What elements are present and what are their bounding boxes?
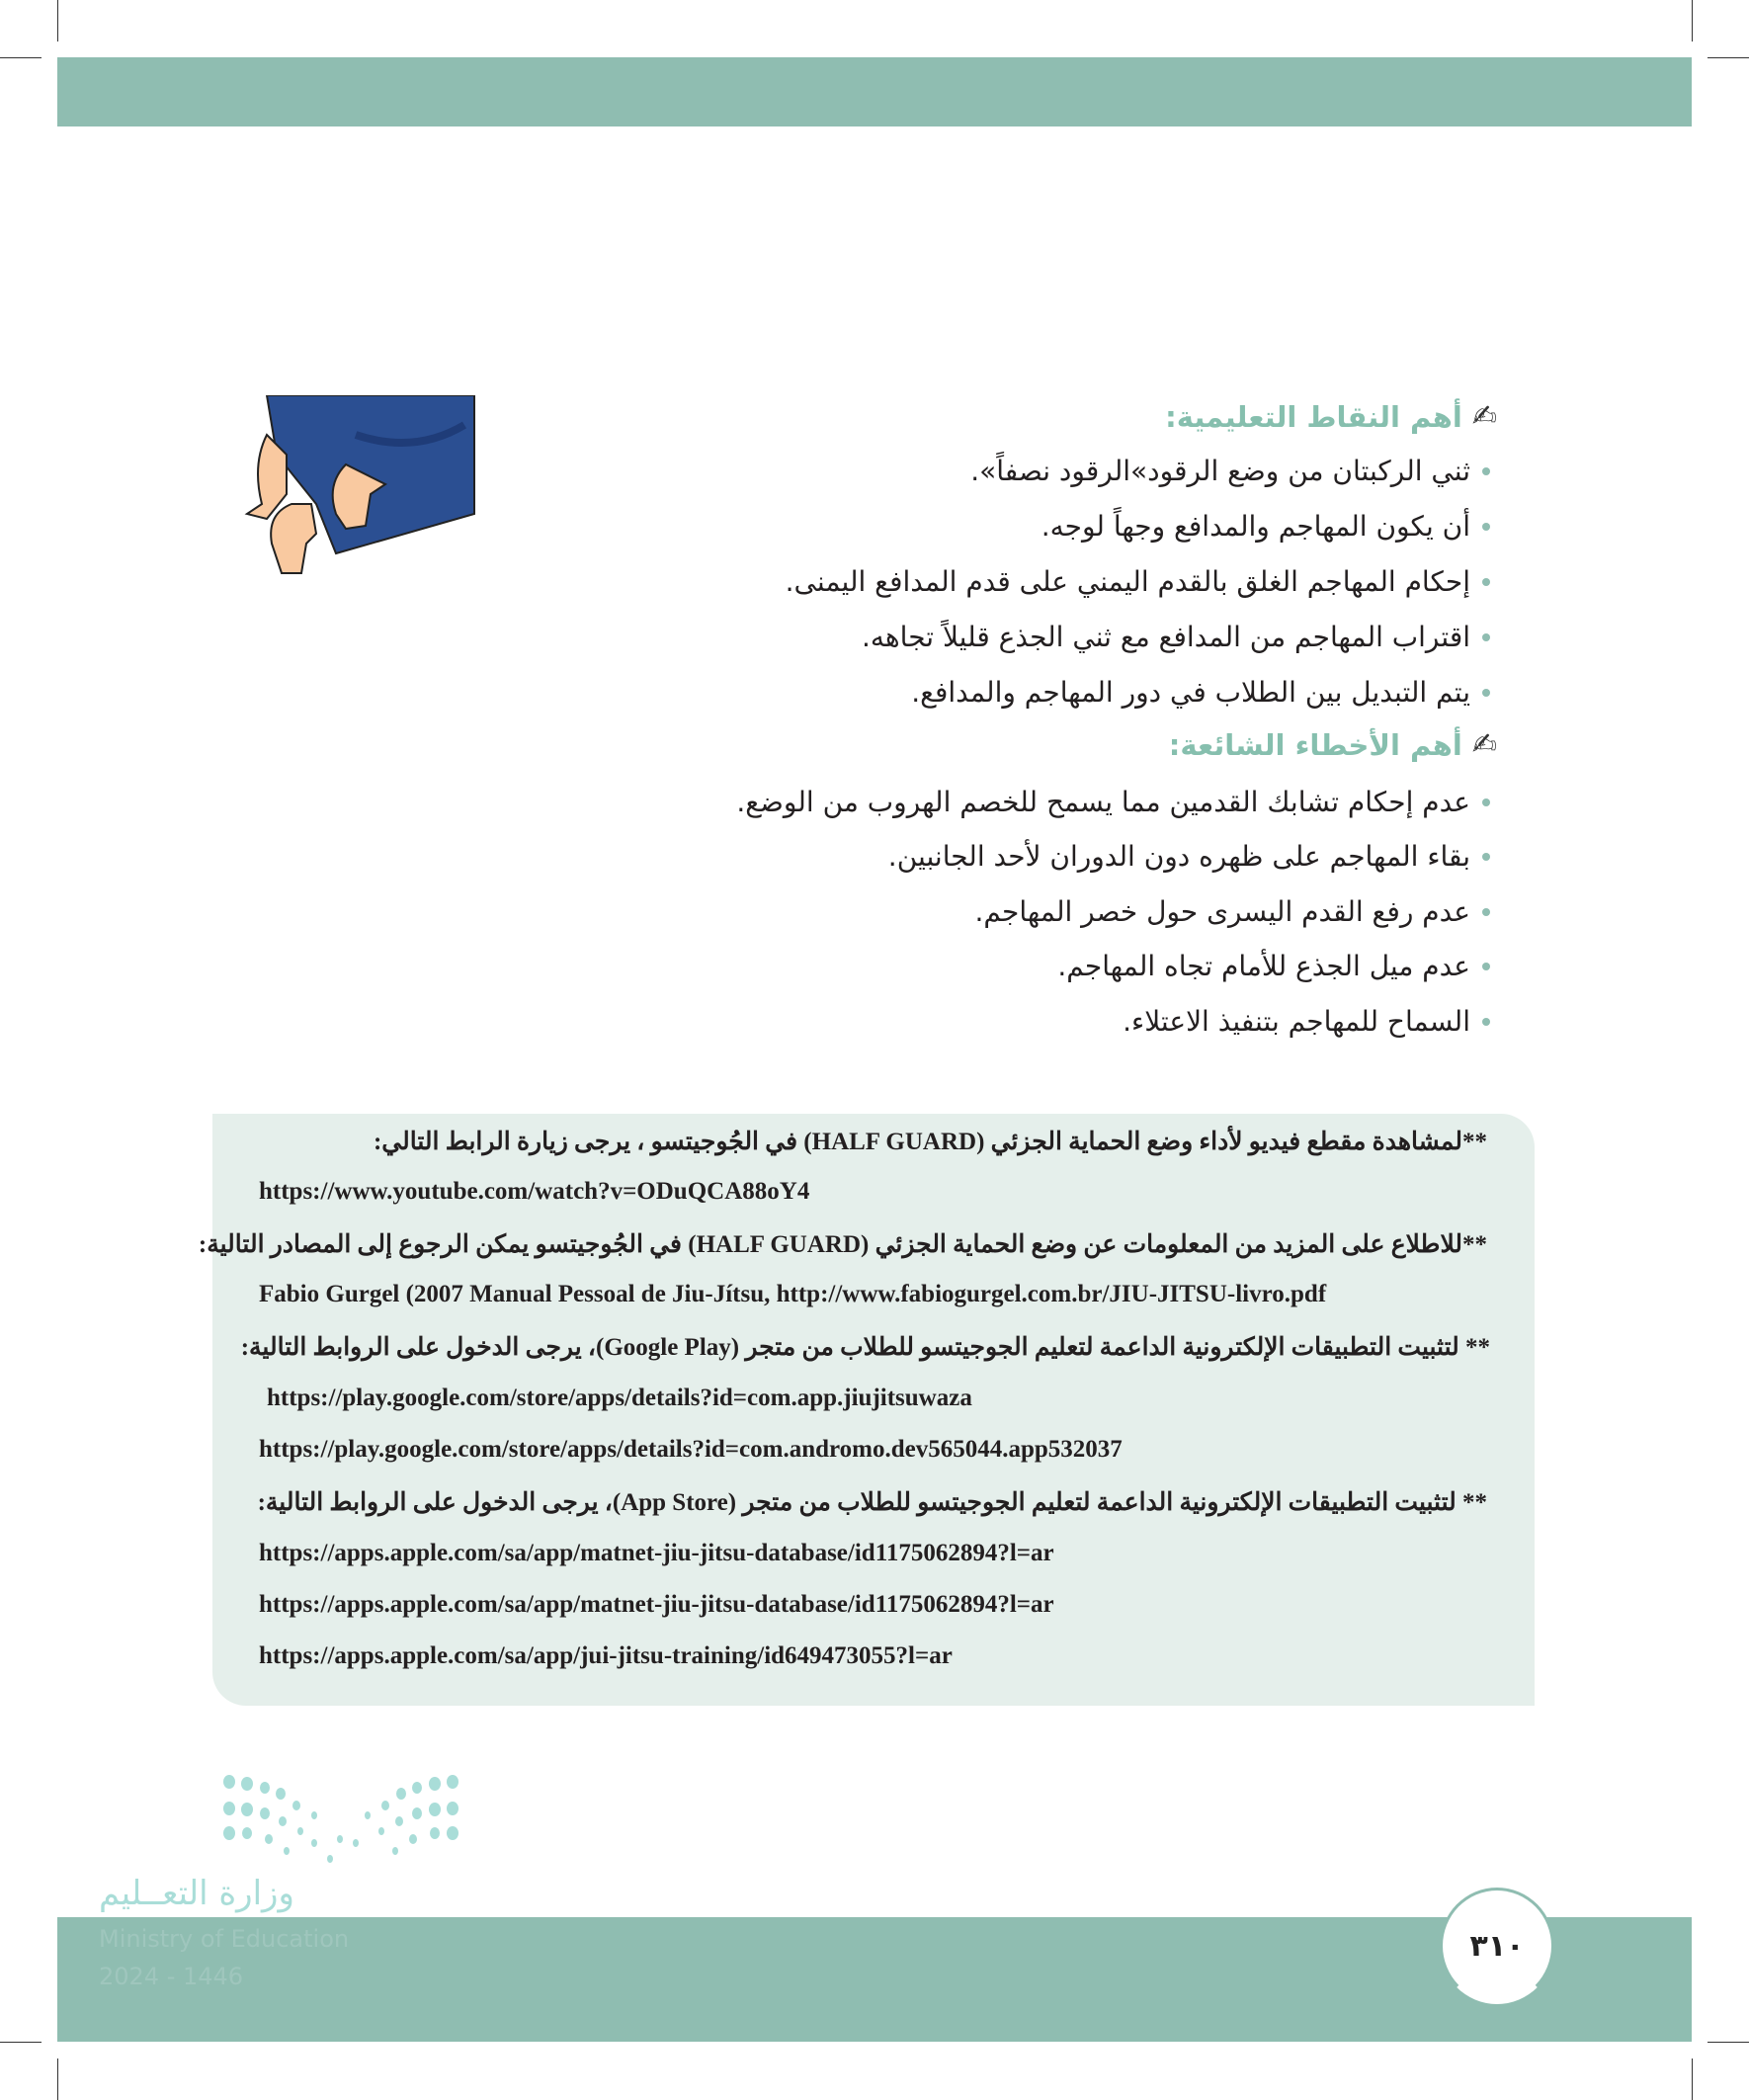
list-item [862, 621, 1490, 653]
list-item [786, 565, 1490, 598]
google-play-note: ** لتثبيت التطبيقات الإلكترونية الداعمة لتعليم الجوجيتسو للطلاب من متجر (Google Play)، يرجى الدخول على الروابط التالية: [240, 1334, 1490, 1361]
bullet-icon [1482, 578, 1490, 586]
app-store-link[interactable]: https://apps.apple.com/sa/app/matnet-jiu-jitsu-database/id1175062894?l=ar [259, 1591, 1054, 1618]
google-play-link[interactable]: https://play.google.com/store/apps/details?id=com.app.jiujitsuwaza [267, 1385, 972, 1411]
feet-illustration [237, 395, 479, 583]
heading-text: أهم الأخطاء الشائعة: [1168, 727, 1462, 762]
crop-mark [0, 57, 42, 58]
list-item [1041, 510, 1490, 543]
item-text: إحكام المهاجم الغلق بالقدم اليمني على قدم المدافع اليمنى. [785, 565, 1470, 598]
list-item [975, 895, 1491, 928]
top-band [57, 57, 1692, 126]
bullet-icon [1482, 689, 1490, 697]
app-store-link[interactable]: https://apps.apple.com/sa/app/matnet-jiu-jitsu-database/id1175062894?l=ar [259, 1540, 1054, 1566]
academic-year: 2024 - 1446 [99, 1963, 244, 1990]
common-mistakes-heading [1169, 727, 1497, 762]
crop-mark [1692, 2058, 1693, 2100]
crop-mark [57, 0, 58, 42]
google-play-link[interactable]: https://play.google.com/store/apps/details?id=com.andromo.dev565044.app532037 [259, 1436, 1123, 1463]
ministry-name-en: Ministry of Education [99, 1925, 350, 1953]
bullet-icon [1482, 963, 1490, 970]
bullet-icon [1482, 853, 1490, 861]
crop-mark [1707, 57, 1749, 58]
crop-mark [1692, 0, 1693, 42]
video-link[interactable]: https://www.youtube.com/watch?v=ODuQCA88oY4 [259, 1178, 810, 1205]
ministry-name-ar: وزارة التعــليم [99, 1874, 294, 1913]
item-text: ثني الركبتان من وضع الرقود»الرقود نصفاً». [970, 455, 1470, 487]
item-text: أن يكون المهاجم والمدافع وجهاً لوجه. [1041, 510, 1470, 543]
item-text: اقتراب المهاجم من المدافع مع ثني الجذع قليلاً تجاهه. [861, 621, 1470, 653]
list-item [1123, 1005, 1490, 1038]
app-store-link[interactable]: https://apps.apple.com/sa/app/jui-jitsu-training/id649473055?l=ar [259, 1642, 953, 1669]
bullet-icon [1482, 1018, 1490, 1026]
item-text: عدم إحكام تشابك القدمين مما يسمح للخصم الهروب من الوضع. [736, 786, 1470, 818]
list-item [736, 786, 1490, 818]
item-text: بقاء المهاجم على ظهره دون الدوران لأحد الجانبين. [887, 840, 1470, 873]
bullet-icon [1482, 798, 1490, 806]
writing-hand-icon: ✍ [1471, 399, 1497, 434]
item-text: السماح للمهاجم بتنفيذ الاعتلاء. [1123, 1005, 1470, 1038]
list-item [888, 840, 1490, 873]
video-note: **لمشاهدة مقطع فيديو لأداء وضع الحماية الجزئي (HALF GUARD) في الجُوجيتسو ، يرجى زيارة الرابط التالي: [373, 1129, 1487, 1155]
crop-mark [57, 2058, 58, 2100]
bullet-icon [1482, 523, 1490, 531]
bullet-icon [1482, 633, 1490, 641]
info-source-link[interactable]: Fabio Gurgel (2007 Manual Pessoal de Jiu-Jítsu, http://www.fabiogurgel.com.br/JIU-JITSU-livro.pdf [259, 1281, 1327, 1307]
list-item [1057, 950, 1490, 982]
item-text: يتم التبديل بين الطلاب في دور المهاجم والمدافع. [911, 676, 1470, 709]
crop-mark [0, 2042, 42, 2043]
info-note: **للاطلاع على المزيد من المعلومات عن وضع الحماية الجزئي (HALF GUARD) في الجُوجيتسو يمكن الرجوع إلى المصادر التالية: [198, 1231, 1487, 1258]
writing-hand-icon: ✍ [1471, 727, 1497, 762]
list-item [970, 455, 1490, 487]
bullet-icon [1482, 908, 1490, 916]
bullet-icon [1482, 467, 1490, 475]
list-item [911, 676, 1490, 709]
page-number: ٣١٠ [1440, 1888, 1554, 2004]
ministry-logo-dots [217, 1774, 464, 1863]
heading-text: أهم النقاط التعليمية: [1165, 399, 1462, 434]
app-store-note: ** لتثبيت التطبيقات الإلكترونية الداعمة لتعليم الجوجيتسو للطلاب من متجر (App Store)، يرجى الدخول على الروابط التالية: [257, 1489, 1487, 1516]
item-text: عدم رفع القدم اليسرى حول خصر المهاجم. [974, 895, 1470, 928]
crop-mark [1707, 2042, 1749, 2043]
teaching-points-heading [1165, 399, 1497, 434]
item-text: عدم ميل الجذع للأمام تجاه المهاجم. [1057, 950, 1470, 982]
